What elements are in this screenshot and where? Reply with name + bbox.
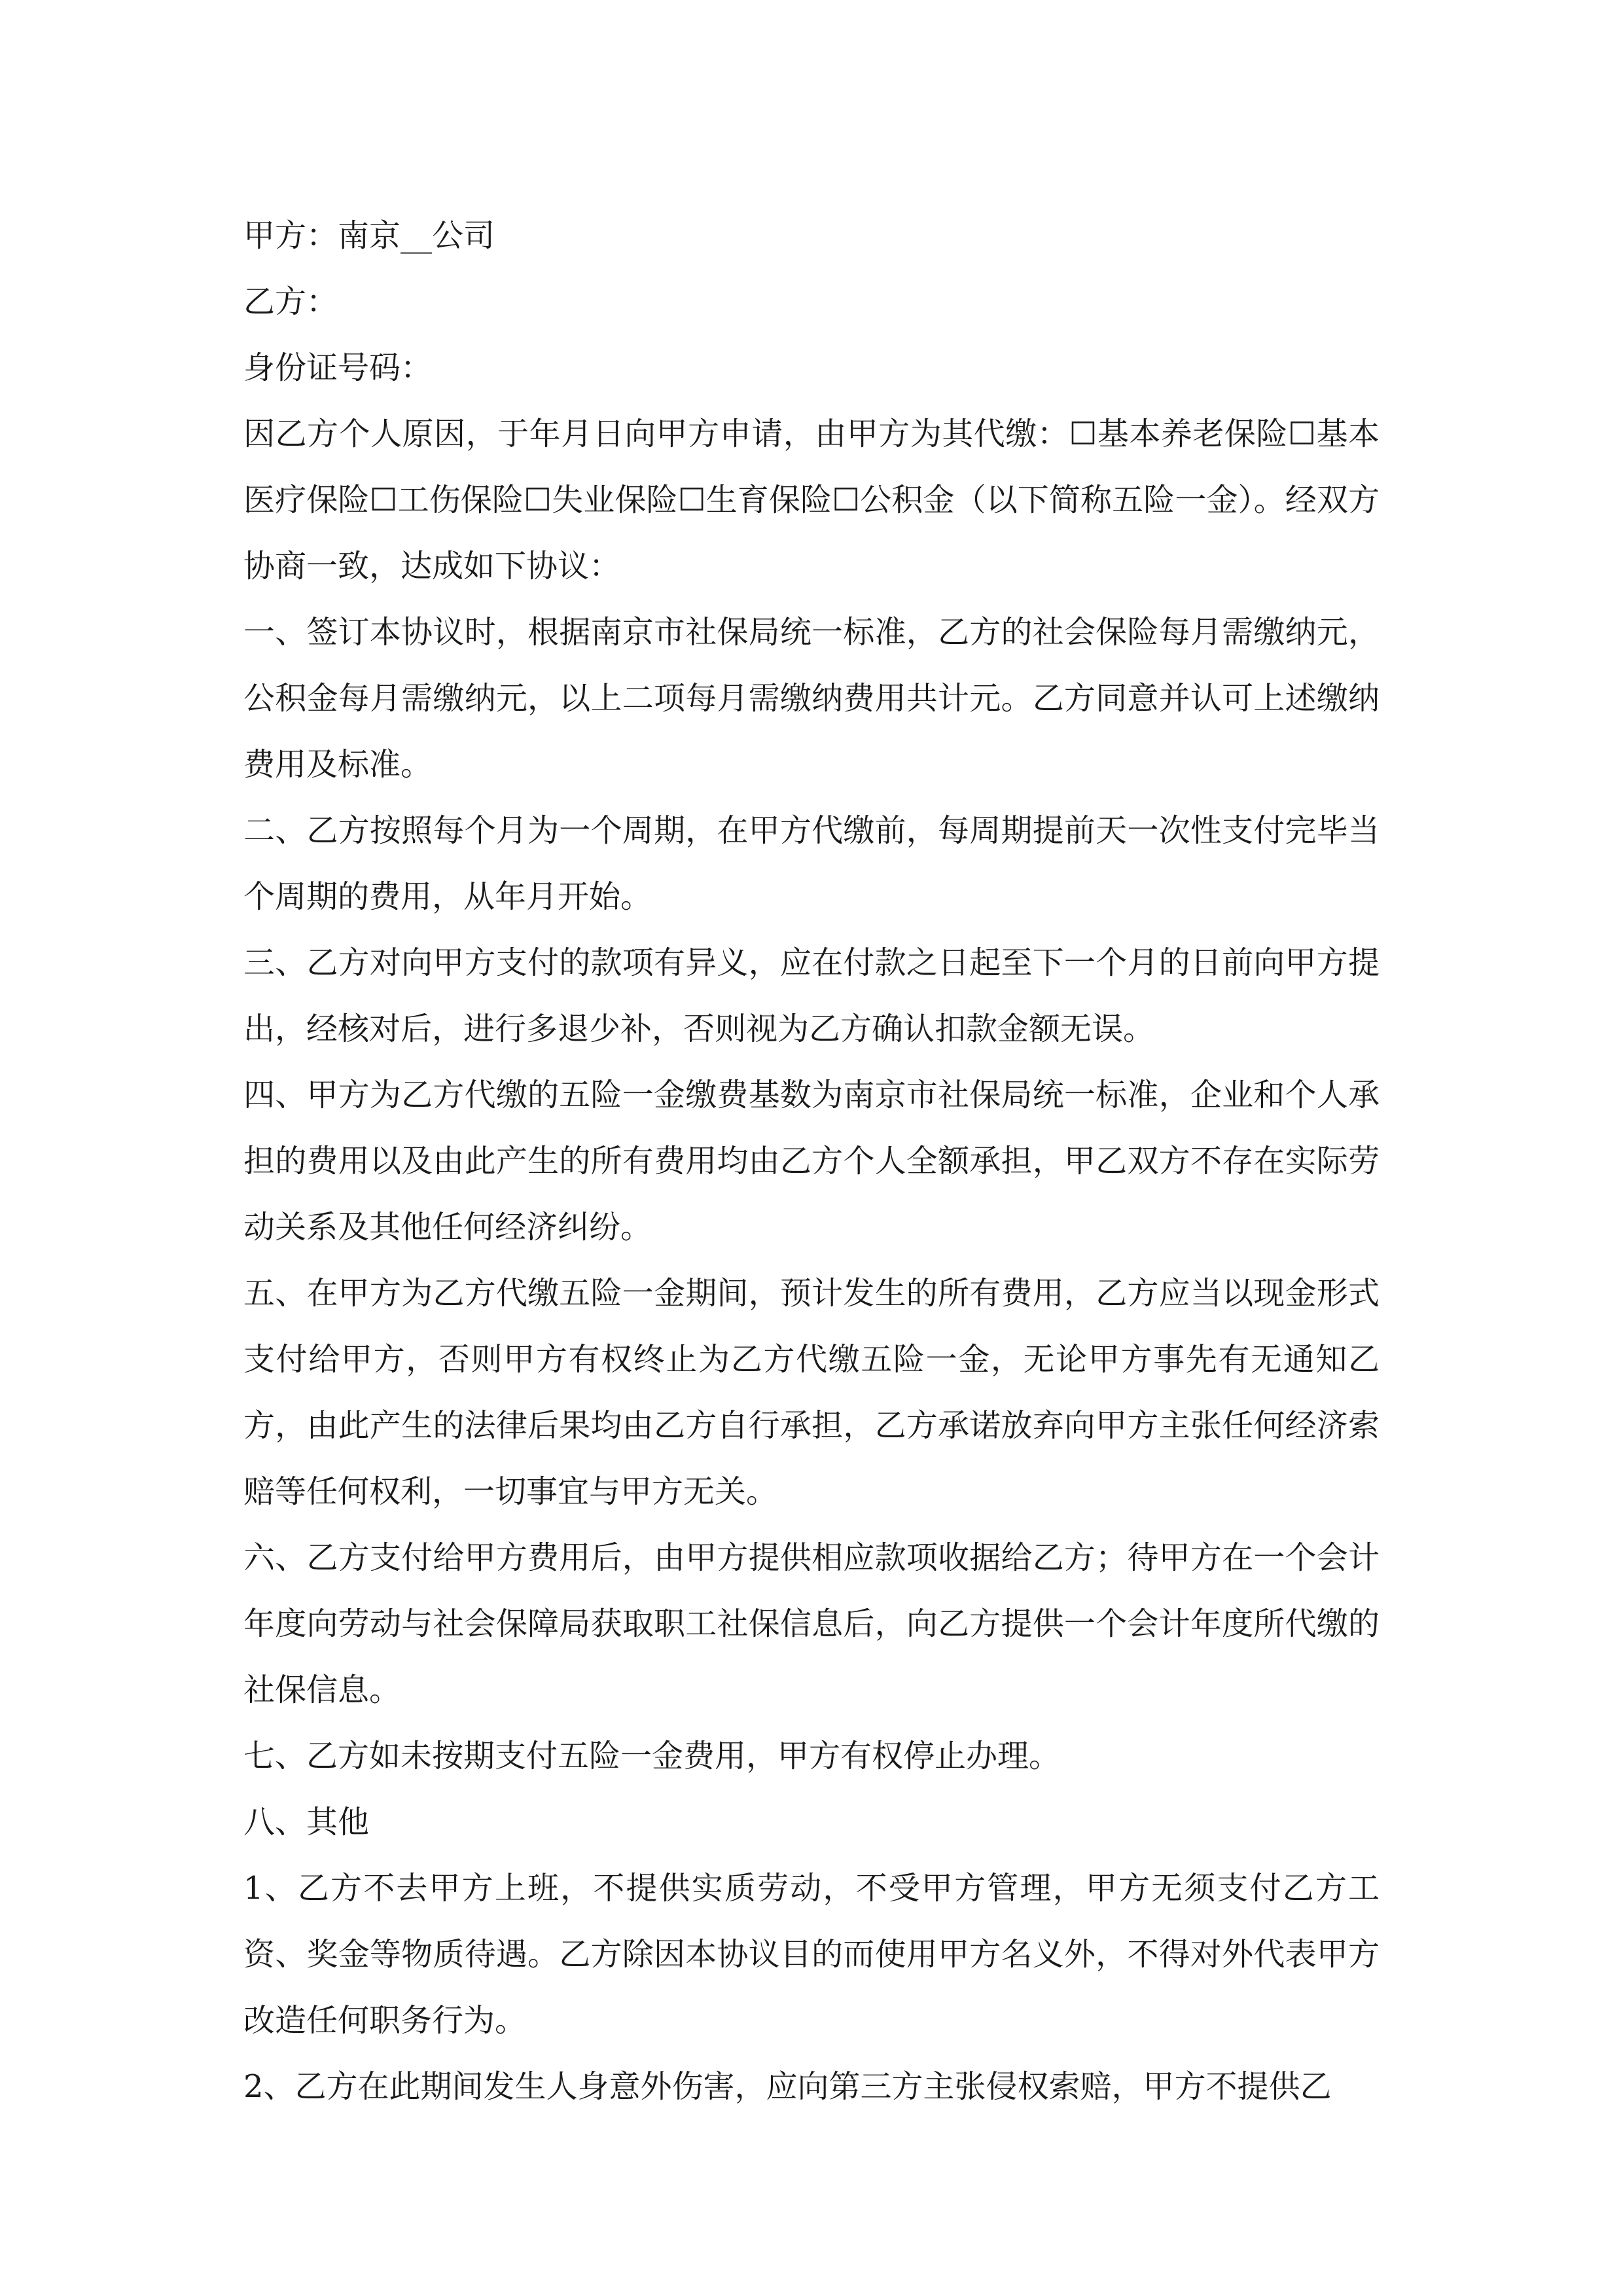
document-body: [243, 203, 1380, 2120]
clause-6: 六、乙方支付给甲方费用后，由甲方提供相应款项收据给乙方；待甲方在一个会计年度向劳动与社会保障局获取职工社保信息后，向乙方提供一个会计年度所代缴的社保信息。: [243, 1539, 1380, 1708]
clause-7: 七、乙方如未按期支付五险一金费用，甲方有权停止办理。: [243, 1738, 1061, 1774]
party-b-line: 乙方：: [243, 283, 338, 320]
clause-8-heading: 八、其他: [243, 1804, 370, 1840]
clause-5: 五、在甲方为乙方代缴五险一金期间，预计发生的所有费用，乙方应当以现金形式支付给甲方，否则甲方有权终止为乙方代缴五险一金，无论甲方事先有无通知乙方，由此产生的法律后果均由乙方自行承担，乙方承诺放弃向甲方主张任何经济索赔等任何权利，一切事宜与甲方无关。: [243, 1275, 1380, 1510]
clause-4: 四、甲方为乙方代缴的五险一金缴费基数为南京市社保局统一标准，企业和个人承担的费用以及由此产生的所有费用均由乙方个人全额承担，甲乙双方不存在实际劳动关系及其他任何经济纠纷。: [243, 1077, 1380, 1246]
id-number-line: 身份证号码：: [243, 350, 433, 386]
party-a-line: 甲方：南京__公司: [243, 217, 495, 254]
clause-3: 三、乙方对向甲方支付的款项有异义，应在付款之日起至下一个月的日前向甲方提出，经核对后，进行多退少补，否则视为乙方确认扣款金额无误。: [243, 944, 1380, 1047]
preamble-paragraph: 因乙方个人原因，于年月日向甲方申请，由甲方为其代缴：☐基本养老保险☐基本医疗保险☐工伤保险☐失业保险☐生育保险☐公积金（以下简称五险一金）。经双方协商一致，达成如下协议：: [243, 416, 1380, 584]
clause-2: 二、乙方按照每个月为一个周期，在甲方代缴前，每周期提前天一次性支付完毕当个周期的费用，从年月开始。: [243, 812, 1380, 915]
clause-8-1: 1、乙方不去甲方上班，不提供实质劳动，不受甲方管理，甲方无须支付乙方工资、奖金等物质待遇。乙方除因本协议目的而使用甲方名义外，不得对外代表甲方改造任何职务行为。: [243, 1870, 1380, 2039]
clause-8-2: 2、乙方在此期间发生人身意外伤害，应向第三方主张侵权索赔，甲方不提供乙: [243, 2068, 1332, 2105]
clause-1: 一、签订本协议时，根据南京市社保局统一标准，乙方的社会保险每月需缴纳元，公积金每月需缴纳元，以上二项每月需缴纳费用共计元。乙方同意并认可上述缴纳费用及标准。: [243, 614, 1380, 783]
